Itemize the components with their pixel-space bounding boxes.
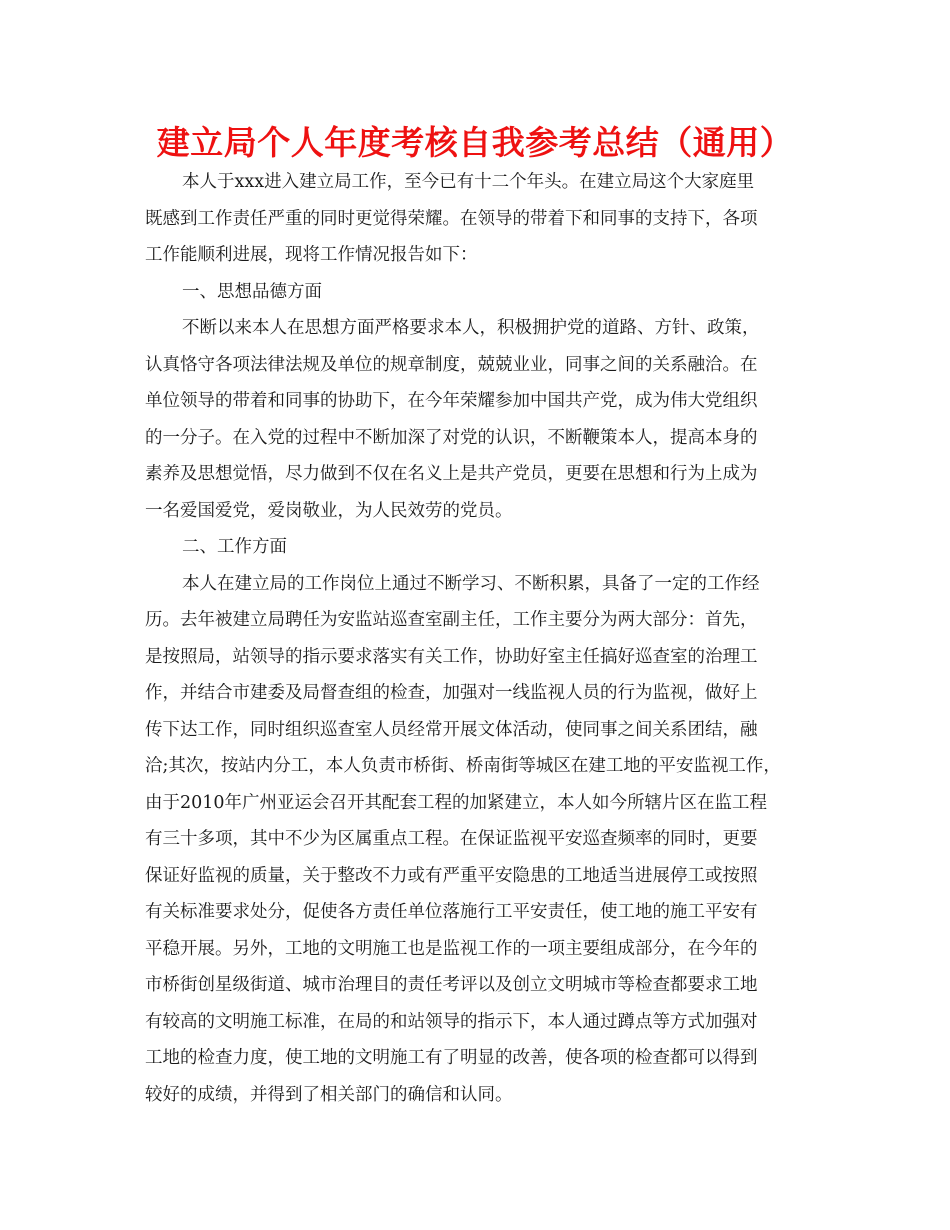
body-line: 工作能顺利进展，现将工作情况报告如下： <box>145 245 478 265</box>
body-line: 较好的成绩，并得到了相关部门的确信和认同。 <box>145 1084 513 1105</box>
body-line: 平稳开展。另外，工地的文明施工也是监视工作的一项主要组成部分，在今年的 <box>145 938 758 959</box>
body-line: 的一分子。在入党的过程中不断加深了对党的认识，不断鞭策本人，提高本身的 <box>145 427 758 448</box>
body-line: 既感到工作责任严重的同时更觉得荣耀。在领导的带着下和同事的支持下，各项 <box>145 208 758 229</box>
body-line: 有关标准要求处分，促使各方责任单位落施行工平安责任，使工地的施工平安有 <box>145 902 758 922</box>
body-line: 不断以来本人在思想方面严格要求本人，积极拥护党的道路、方针、政策， <box>182 318 760 338</box>
body-line: 有较高的文明施工标准，在局的和站领导的指示下，本人通过蹲点等方式加强对 <box>145 1011 758 1032</box>
body-line: 保证好监视的质量，关于整改不力或有严重平安隐患的工地适当进展停工或按照 <box>145 865 758 886</box>
body-line: 是按照局，站领导的指示要求落实有关工作，协助好室主任搞好巡查室的治理工 <box>145 646 758 667</box>
document-title: 建立局个人年度考核自我参考总结（通用） <box>156 123 794 162</box>
body-line: 历。去年被建立局聘任为安监站巡查室副主任，工作主要分为两大部分：首先， <box>145 610 758 630</box>
body-line: 作，并结合市建委及局督查组的检查，加强对一线监视人员的行为监视，做好上 <box>145 683 758 703</box>
body-line: 一、思想品德方面 <box>182 281 322 302</box>
body-line: 传下达工作，同时组织巡查室人员经常开展文体活动，使同事之间关系团结，融 <box>145 719 758 740</box>
body-line: 单位领导的带着和同事的协助下，在今年荣耀参加中国共产党，成为伟大党组织 <box>145 391 758 411</box>
document-body <box>145 164 815 1113</box>
body-line: 本人于xxx进入建立局工作，至今已有十二个年头。在建立局这个大家庭里 <box>182 172 755 192</box>
body-line: 工地的检查力度，使工地的文明施工有了明显的改善，使各项的检查都可以得到 <box>145 1048 758 1068</box>
body-line: 认真恪守各项法律法规及单位的规章制度，兢兢业业，同事之间的关系融洽。在 <box>145 354 758 375</box>
body-line: 由于2010年广州亚运会召开其配套工程的加紧建立，本人如今所辖片区在监工程 <box>145 792 768 813</box>
body-line: 二、工作方面 <box>182 537 287 557</box>
body-line: 洽;其次，按站内分工，本人负责市桥街、桥南街等城区在建工地的平安监视工作， <box>145 756 781 776</box>
body-line: 本人在建立局的工作岗位上通过不断学习、不断积累，具备了一定的工作经 <box>182 573 760 594</box>
body-line: 素养及思想觉悟，尽力做到不仅在名义上是共产党员，更要在思想和行为上成为 <box>145 464 758 484</box>
body-line: 有三十多项，其中不少为区属重点工程。在保证监视平安巡查频率的同时，更要 <box>145 829 758 849</box>
body-line: 市桥街创星级街道、城市治理目的责任考评以及创立文明城市等检查都要求工地 <box>145 975 758 995</box>
body-line: 一名爱国爱党，爱岗敬业，为人民效劳的党员。 <box>145 500 513 521</box>
